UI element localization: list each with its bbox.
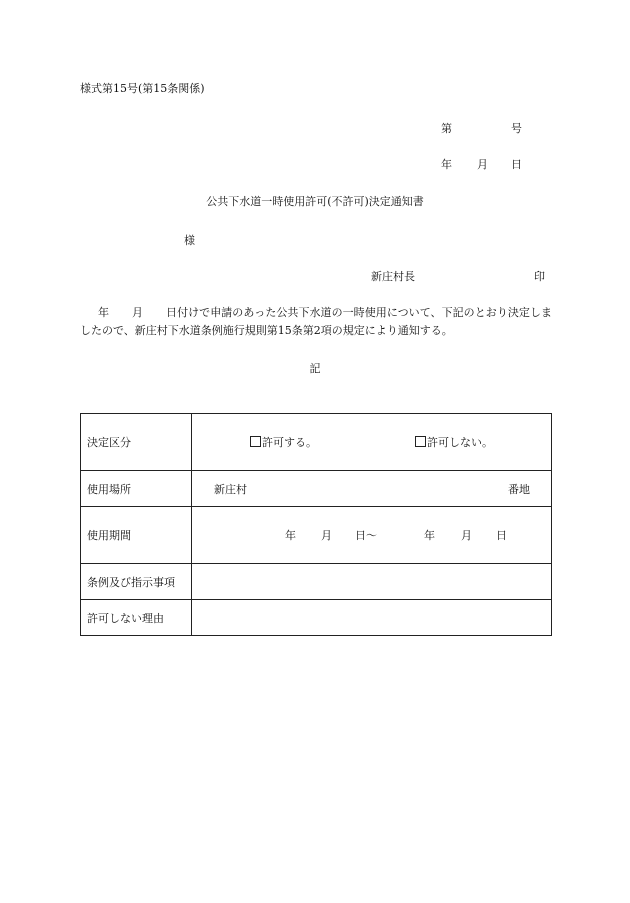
location-value-cell[interactable]: [192, 471, 552, 507]
period-start-year: 年: [285, 529, 296, 542]
period-start-month: 月: [321, 529, 332, 542]
doc-number-prefix: 第: [441, 122, 452, 135]
seal-mark: 印: [534, 270, 545, 283]
addressee-suffix: 様: [184, 234, 195, 247]
document-title: 公共下水道一時使用許可(不許可)決定通知書: [206, 195, 424, 208]
table-row-decision: [81, 414, 552, 471]
checkbox-icon[interactable]: [415, 436, 426, 447]
conditions-label: 条例及び指示事項: [81, 564, 192, 600]
body-year: 年: [98, 306, 109, 319]
location-village: 新庄村: [214, 482, 247, 496]
permit-option[interactable]: [250, 434, 317, 450]
decision-value-cell: [192, 414, 552, 471]
date-day: 日: [511, 158, 522, 171]
issuer-name: 新庄村長: [371, 270, 415, 283]
table-row-reason: [81, 600, 552, 636]
location-banchi: 番地: [508, 482, 530, 496]
table-row-location: [81, 471, 552, 507]
period-start-day: 日〜: [355, 529, 377, 542]
deny-option[interactable]: [415, 434, 493, 450]
table-row-conditions: [81, 564, 552, 600]
reason-label: 許可しない理由: [81, 600, 192, 636]
doc-number-suffix: 号: [511, 122, 522, 135]
period-label: 使用期間: [81, 507, 192, 564]
decision-label: 決定区分: [81, 414, 192, 471]
form-number: 様式第15号(第15条関係): [80, 82, 205, 95]
date-month: 月: [477, 158, 488, 171]
body-month: 月: [132, 306, 143, 319]
location-label: 使用場所: [81, 471, 192, 507]
period-end-year: 年: [424, 529, 435, 542]
body-paragraph: [80, 304, 552, 340]
conditions-value-cell[interactable]: [192, 564, 552, 600]
table-row-period: [81, 507, 552, 564]
detail-table: [80, 413, 552, 636]
ki-heading: 記: [309, 362, 321, 375]
period-end-day: 日: [496, 529, 507, 542]
checkbox-icon[interactable]: [250, 436, 261, 447]
period-value-cell[interactable]: [192, 507, 552, 564]
period-end-month: 月: [461, 529, 472, 542]
reason-value-cell[interactable]: [192, 600, 552, 636]
permit-label: 許可する。: [262, 436, 317, 449]
deny-label: 許可しない。: [427, 436, 493, 449]
body-text: 日付けで申請のあった公共下水道の一時使用について、下記のとおり決定しましたので、新庄村下水道条例施行規則第15条第2項の規定により通知する。: [80, 306, 552, 337]
date-year: 年: [441, 158, 452, 171]
